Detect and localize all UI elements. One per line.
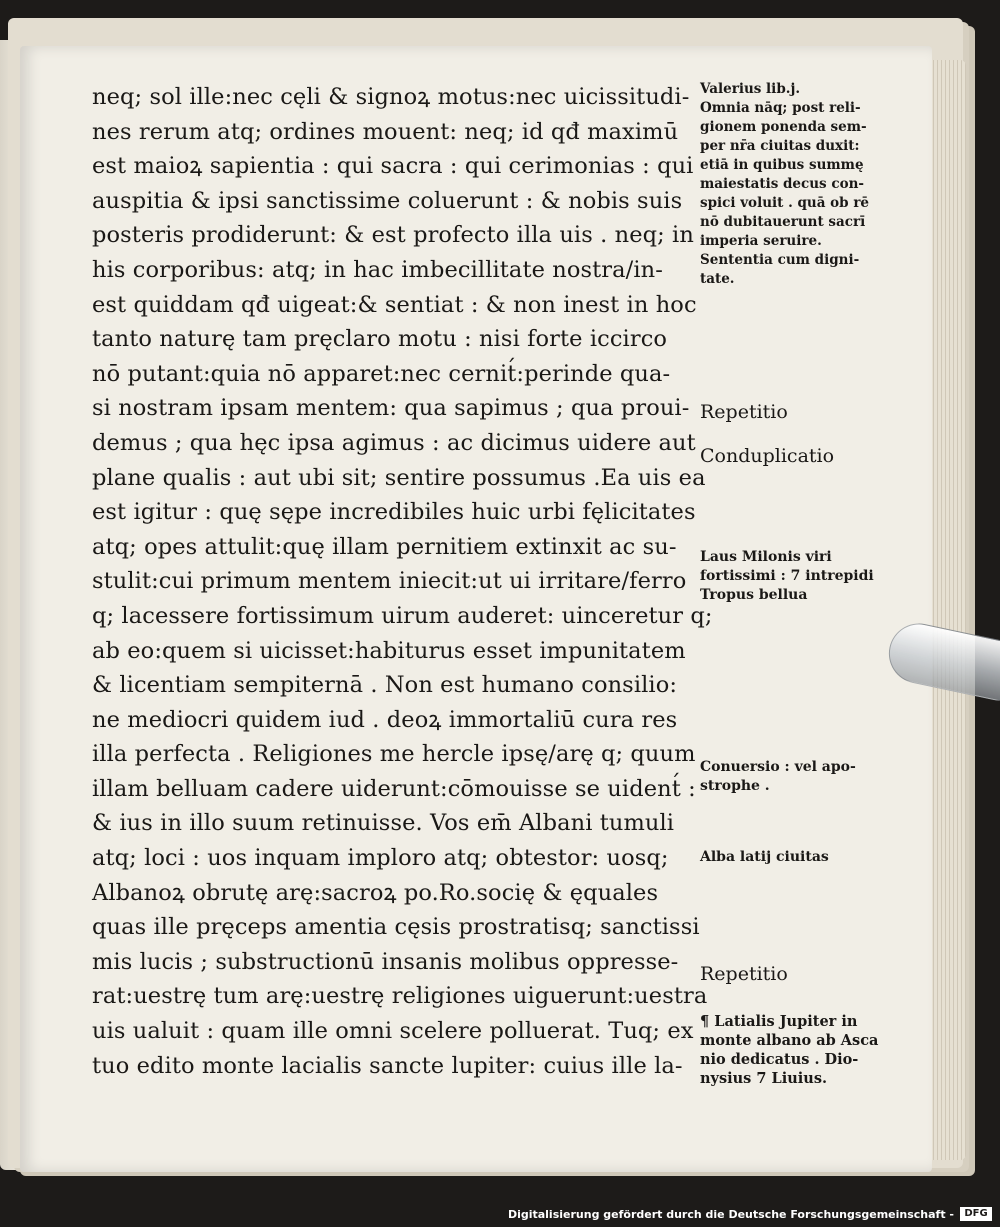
text-line: est igitur : quę sępe incredibiles huic urbi fęlicitates	[92, 499, 696, 526]
text-line: mis lucis ; substructionū insanis molibus oppresse-	[92, 948, 679, 975]
margin-note-line: monte albano ab Asca	[700, 1032, 879, 1049]
margin-note-repetitio-2: Repetitio	[700, 963, 788, 985]
margin-note-line: Laus Milonis viri	[700, 549, 832, 565]
text-line: & ius in illo suum retinuisse. Vos em̄ Albani tumuli	[92, 810, 675, 837]
text-line: stulit:cui primum mentem iniecit:ut ui irritare/ferro	[92, 568, 687, 595]
margin-note-line: Sententia cum digni-	[700, 252, 860, 268]
text-line: atq; loci : uos inquam imploro atq; obtestor: uosq;	[92, 845, 669, 872]
text-line: si nostram ipsam mentem: qua sapimus ; qua proui-	[92, 395, 690, 422]
text-line: plane qualis : aut ubi sit; sentire possumus .Ea uis ea	[92, 464, 706, 491]
text-line: rat:uestrę tum arę:uestrę religiones uiguerunt:uestra	[92, 983, 708, 1010]
text-line: Albanoꝝ obrutę arę:sacroꝝ po.Ro.socię & ęquales	[92, 879, 659, 906]
margin-note-line: etiā in quibus summę	[700, 157, 864, 173]
text-line: illa perfecta . Religiones me hercle ipsę/arę q; quum	[92, 741, 696, 768]
text-line: est quiddam qđ uigeat:& sentiat : & non inest in hoc	[92, 291, 697, 318]
margin-note-latialis	[700, 1012, 890, 1088]
margin-note-line: Valerius lib.j.	[700, 81, 801, 97]
text-line: ab eo:quem si uicisset:habiturus esset impunitatem	[92, 637, 686, 664]
margin-note-line: nio dedicatus . Dio-	[700, 1051, 859, 1068]
text-line: nō putant:quia nō apparet:nec cernit́:perinde qua-	[92, 360, 671, 387]
margin-note-laus-milonis	[700, 548, 890, 605]
text-line: & licentiam sempiternā . Non est humano consilio:	[92, 672, 678, 699]
text-line: quas ille pręceps amentia cęsis prostratisq; sanctissi	[92, 914, 700, 941]
margin-note-line: per nr̄a ciuitas duxit:	[700, 138, 860, 154]
footer-credit: Digitalisierung gefördert durch die Deutsche Forschungsgemeinschaft -	[507, 1208, 954, 1221]
text-line: nes rerum atq; ordines mouent: neq; id qđ maximū	[92, 118, 679, 145]
margin-note-line: ¶ Latialis Jupiter in	[700, 1013, 858, 1030]
text-line: demus ; qua hęc ipsa agimus : ac dicimus uidere aut	[92, 429, 696, 456]
margin-note-line: spici voluit . quā ob rē	[700, 195, 870, 211]
text-line: neq; sol ille:nec cęli & signoꝝ motus:nec uicissitudi-	[92, 84, 690, 110]
margin-note-conduplicatio: Conduplicatio	[700, 445, 835, 467]
margin-note-line: Tropus bellua	[700, 587, 808, 603]
text-line: illam belluam cadere uiderunt:cōmouisse se uident́ :	[92, 775, 696, 802]
margin-note-line: fortissimi : 7 intrepidi	[700, 568, 874, 584]
text-line: q; lacessere fortissimum uirum auderet: uinceretur q;	[92, 602, 713, 629]
text-line: uis ualuit : quam ille omni scelere polluerat. Tuq; ex	[92, 1018, 694, 1045]
text-line: his corporibus: atq; in hac imbecillitate nostra/in-	[92, 256, 663, 283]
margin-note-line: strophe .	[700, 778, 770, 794]
margin-note-line: gionem ponenda sem-	[700, 119, 867, 135]
margin-note-line: Omnia nāq; post reli-	[700, 100, 861, 116]
margin-note-repetitio: Repetitio	[700, 401, 788, 423]
page-edges	[930, 60, 966, 1160]
main-text-block	[92, 80, 713, 1083]
text-line: ne mediocri quidem iud . deoꝝ immortaliū cura res	[92, 706, 678, 733]
margin-note-conuersio	[700, 758, 890, 796]
text-line: atq; opes attulit:quę illam pernitiem extinxit ac su-	[92, 533, 677, 560]
margin-note-line: maiestatis decus con-	[700, 176, 865, 192]
margin-note-line: nō dubitauerunt sacrī	[700, 214, 866, 230]
margin-note-valerius	[700, 80, 890, 289]
text-line: posteris prodiderunt: & est profecto illa uis . neq; in	[92, 222, 694, 249]
margin-note-line: tate.	[700, 271, 735, 287]
text-line: tuo edito monte lacialis sancte lupiter: cuius ille la-	[92, 1052, 683, 1079]
text-line: tanto naturę tam pręclaro motu : nisi forte iccirco	[92, 326, 668, 353]
text-line: auspitia & ipsi sanctissime coluerunt : & nobis suis	[92, 187, 683, 214]
text-line: est maioꝝ sapientia : qui sacra : qui cerimonias : qui	[92, 153, 694, 180]
margin-note-line: imperia seruire.	[700, 233, 822, 249]
margin-note-alba: Alba latij ciuitas	[700, 849, 829, 865]
margin-note-line: nysius 7 Liuius.	[700, 1070, 828, 1087]
margin-note-line: Conuersio : vel apo-	[700, 759, 856, 775]
dfg-logo: DFG	[960, 1207, 992, 1221]
